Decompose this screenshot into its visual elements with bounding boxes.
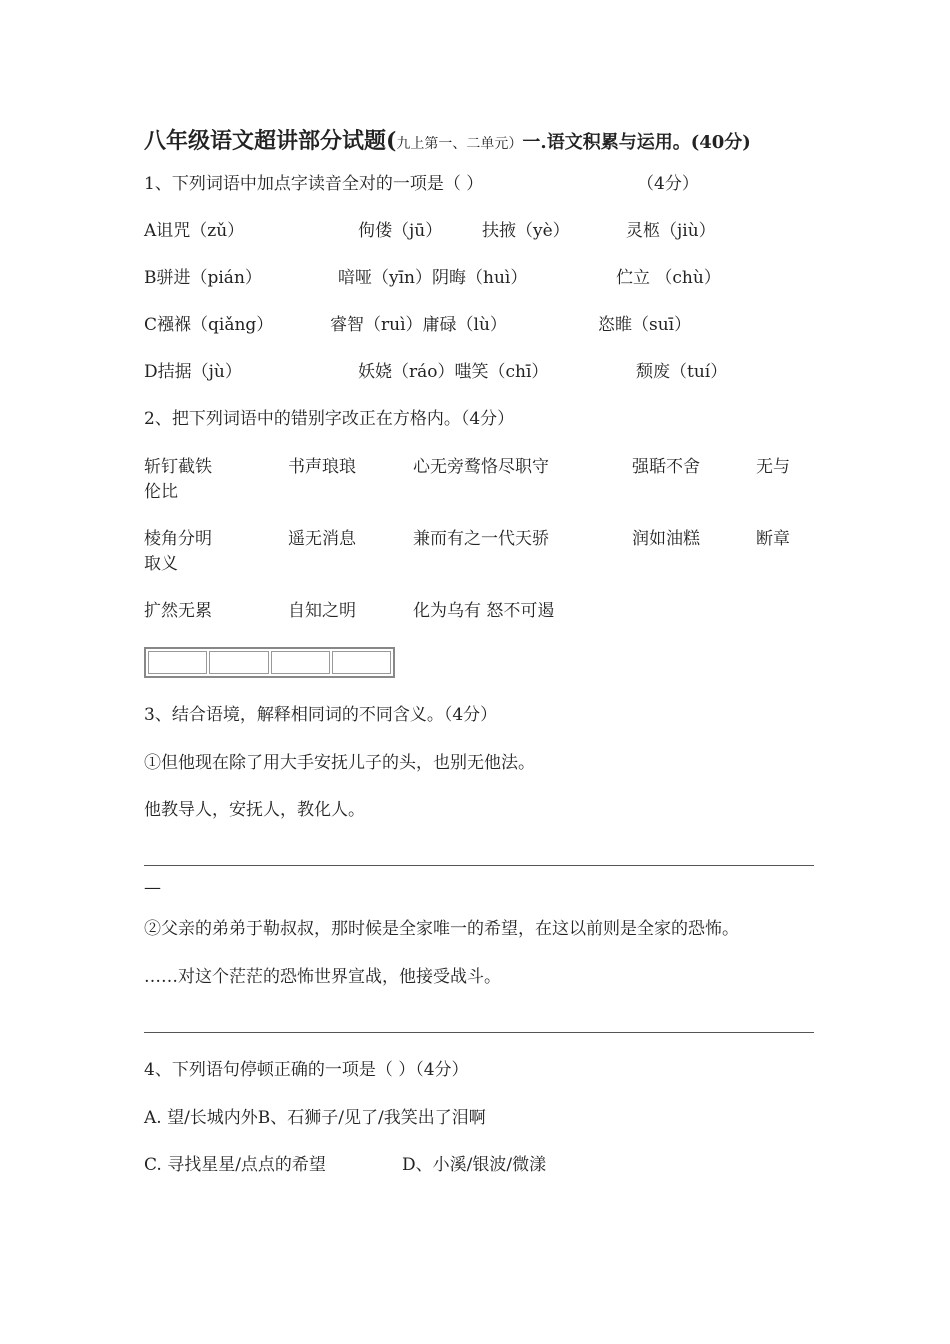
q2-word: 断章	[756, 529, 790, 549]
q3-sentence-1: ①但他现在除了用大手安抚儿子的头，也别无他法。	[144, 753, 535, 773]
q3-sentence-3: ②父亲的弟弟于勒叔叔，那时候是全家唯一的希望，在这以前则是全家的恐怖。	[144, 919, 739, 939]
q2-word-continued: 取义	[144, 554, 178, 574]
q1-option-c-3: 恣睢（suī）	[598, 315, 692, 335]
q2-word: 扩然无累	[144, 601, 212, 621]
q1-option-a-2: 佝偻（jū）	[358, 221, 443, 241]
q2-word: 遥无消息	[288, 529, 356, 549]
q1-option-b-1: B骈进（pián）	[144, 268, 262, 288]
q4-prompt: 4、下列语句停顿正确的一项是（ ）（4分）	[144, 1060, 469, 1080]
q1-option-a-1: A诅咒（zǔ）	[144, 221, 245, 241]
answer-grid	[144, 647, 395, 678]
q2-word: 心无旁鹜恪尽职守	[413, 457, 549, 477]
q1-score: （4分）	[637, 174, 699, 194]
answer-line-continuation: —	[144, 878, 161, 898]
q1-option-a-3: 扶掖（yè）	[482, 221, 570, 241]
q2-word: 化为乌有 怒不可遏	[413, 601, 555, 621]
q2-word: 斩钉截铁	[144, 457, 212, 477]
title-subtitle: 九上第一、二单元）	[396, 136, 523, 152]
answer-line-2[interactable]	[144, 1032, 814, 1033]
q2-word: 棱角分明	[144, 529, 212, 549]
q1-option-d-2: 妖娆（ráo）嗤笑（chī）	[358, 362, 549, 382]
answer-cell[interactable]	[271, 651, 330, 674]
q2-word: 兼而有之一代天骄	[413, 529, 549, 549]
document-title	[144, 124, 751, 155]
q2-word: 无与	[756, 457, 790, 477]
q4-option-d: D、小溪/银波/微漾	[402, 1155, 547, 1175]
q1-option-b-2: 喑哑（yīn）阴晦（huì）	[338, 268, 528, 288]
answer-cell[interactable]	[332, 651, 391, 674]
q2-word-continued: 伦比	[144, 482, 178, 502]
title-main: 八年级语文超讲部分试题(	[144, 128, 397, 154]
q4-option-c: C. 寻找星星/点点的希望	[144, 1155, 326, 1175]
q3-sentence-2: 他教导人，安抚人，教化人。	[144, 800, 365, 820]
q1-prompt: 1、下列词语中加点字读音全对的一项是（ ）	[144, 174, 484, 194]
q1-option-d-1: D拮据（jù）	[144, 362, 242, 382]
q2-prompt: 2、把下列词语中的错别字改正在方格内。（4分）	[144, 409, 515, 429]
q1-option-a-4: 灵柩（jiù）	[626, 221, 716, 241]
q3-sentence-4: ……对这个茫茫的恐怖世界宣战，他接受战斗。	[144, 967, 501, 987]
q3-prompt: 3、结合语境，解释相同词的不同含义。（4分）	[144, 705, 498, 725]
q2-word: 润如油糕	[632, 529, 700, 549]
q1-option-c-2: 睿智（ruì）庸碌（lù）	[330, 315, 507, 335]
q1-option-c-1: C襁褓（qiǎng）	[144, 315, 274, 335]
answer-line-1[interactable]	[144, 865, 814, 866]
answer-cell[interactable]	[209, 651, 268, 674]
q2-word: 自知之明	[288, 601, 356, 621]
q1-option-d-3: 颓废（tuí）	[636, 362, 728, 382]
q2-word: 强聒不舍	[632, 457, 700, 477]
q1-option-b-3: 伫立 （chù）	[616, 268, 721, 288]
section-heading: 一.语文积累与运用。(40分)	[522, 132, 751, 153]
answer-cell[interactable]	[148, 651, 207, 674]
q2-word: 书声琅琅	[288, 457, 356, 477]
q4-options-ab: A. 望/长城内外B、石狮子/见了/我笑出了泪啊	[144, 1108, 486, 1128]
